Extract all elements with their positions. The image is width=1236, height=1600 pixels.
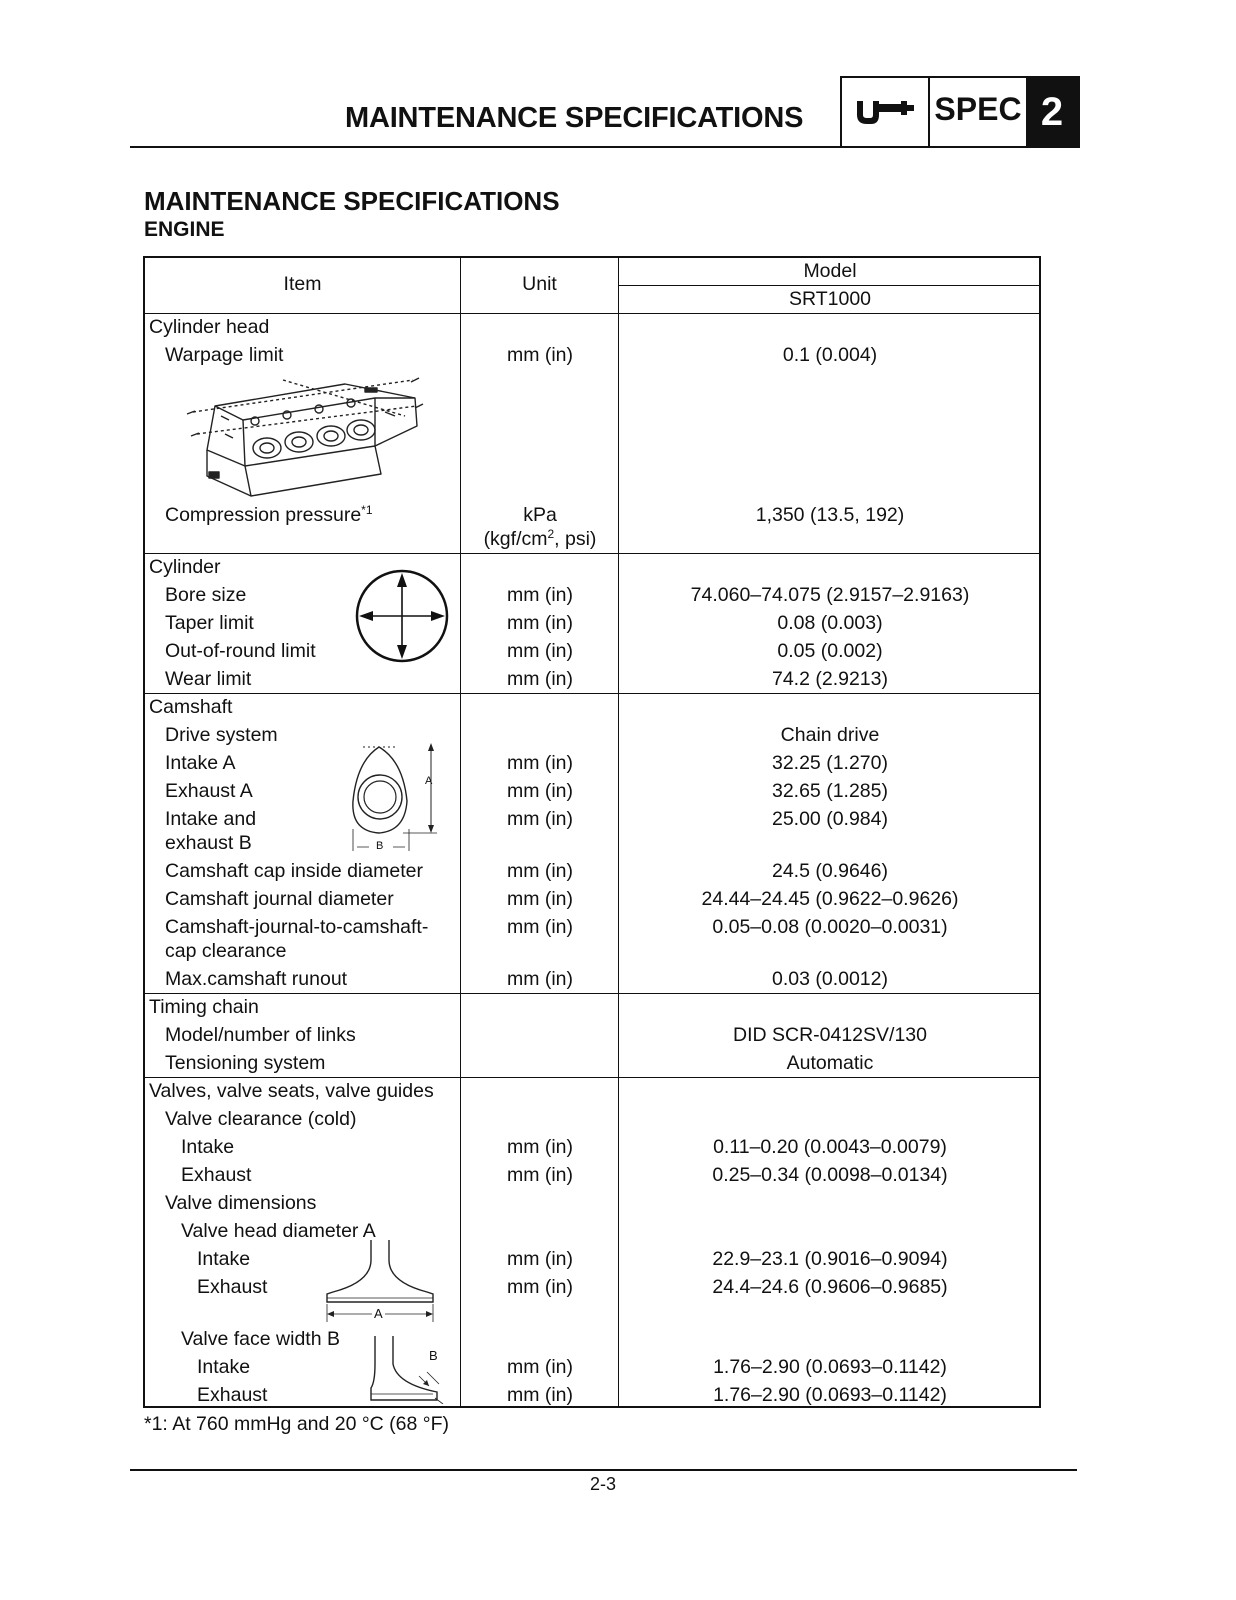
item-bore-size: Bore size <box>165 584 247 606</box>
row-divider <box>145 553 1039 554</box>
chapter-tab <box>840 76 1080 148</box>
item-head-intake: Intake <box>197 1248 251 1270</box>
item-chain-model: Model/number of links <box>165 1024 356 1046</box>
item-face-intake: Intake <box>197 1356 251 1378</box>
unit-bore-size: mm (in) <box>506 584 574 606</box>
column-divider <box>618 258 619 1406</box>
item-journal-clearance: Camshaft-journal-to-camshaft- <box>165 916 429 938</box>
header-rule <box>130 146 840 148</box>
col-header-unit: Unit <box>522 273 557 295</box>
value-camshaft-runout: 0.03 (0.0012) <box>771 968 888 990</box>
section-subtitle: ENGINE <box>144 218 225 241</box>
unit-wear-limit: mm (in) <box>506 668 574 690</box>
unit-out-of-round-limit: mm (in) <box>506 640 574 662</box>
unit-intake-a: mm (in) <box>506 752 574 774</box>
item-valve-clearance: Valve clearance (cold) <box>165 1108 357 1130</box>
value-clearance-exhaust: 0.25–0.34 (0.0098–0.0134) <box>712 1164 948 1186</box>
item-exhaust-a: Exhaust A <box>165 780 253 802</box>
item-compression-pressure: Compression pressure$^{*1}$ <box>165 503 373 526</box>
cam-lobe-figure <box>341 739 445 860</box>
cylinder-bore-figure <box>353 567 451 670</box>
valve-face-width-figure <box>367 1334 451 1409</box>
item-intake-exhaust-b-cont: exhaust B <box>165 832 252 854</box>
header-divider <box>145 313 1039 314</box>
unit-cap-inside-diameter: mm (in) <box>506 860 574 882</box>
row-divider <box>145 993 1039 994</box>
fig-label-b: B <box>429 1348 438 1363</box>
fig-label-a: A <box>425 775 433 787</box>
group-camshaft: Camshaft <box>149 696 233 718</box>
row-divider <box>145 1077 1039 1078</box>
model-name: SRT1000 <box>788 288 872 310</box>
unit-clearance-intake: mm (in) <box>506 1136 574 1158</box>
value-wear-limit: 74.2 (2.9213) <box>771 668 888 690</box>
value-journal-diameter: 24.44–24.45 (0.9622–0.9626) <box>701 888 959 910</box>
value-taper-limit: 0.08 (0.003) <box>777 612 883 634</box>
item-journal-clearance-cont: cap clearance <box>165 940 287 962</box>
unit-intake-exhaust-b: mm (in) <box>506 808 574 830</box>
item-clearance-intake: Intake <box>181 1136 235 1158</box>
spec-table <box>143 256 1041 1408</box>
chapter-number: 2 <box>1026 78 1078 146</box>
unit-compression-kgf-psi: ($kgf/cm^2$, psi) <box>483 527 597 550</box>
item-valve-head-diameter: Valve head diameter A <box>181 1220 376 1242</box>
item-clearance-exhaust: Exhaust <box>181 1164 252 1186</box>
col-header-item: Item <box>283 273 322 295</box>
item-out-of-round-limit: Out-of-round limit <box>165 640 316 662</box>
item-valve-dimensions: Valve dimensions <box>165 1192 317 1214</box>
row-divider <box>145 693 1039 694</box>
footnote: *1: At 760 mmHg and 20 °C (68 °F) <box>144 1413 449 1435</box>
value-clearance-intake: 0.11–0.20 (0.0043–0.0079) <box>713 1136 947 1158</box>
value-bore-size: 74.060–74.075 (2.9157–2.9163) <box>690 584 970 606</box>
value-chain-model: DID SCR-0412SV/130 <box>732 1024 927 1046</box>
group-timing-chain: Timing chain <box>149 996 259 1018</box>
fig-label-b: B <box>376 840 384 852</box>
cylinder-head-warpage-figure <box>185 376 425 511</box>
group-cylinder: Cylinder <box>149 556 221 578</box>
item-intake-exhaust-b: Intake and <box>165 808 257 830</box>
fig-label-a: A <box>374 1306 383 1321</box>
value-tensioning-system: Automatic <box>786 1052 874 1074</box>
item-wear-limit: Wear limit <box>165 668 252 690</box>
value-out-of-round-limit: 0.05 (0.002) <box>777 640 883 662</box>
unit-face-exhaust: mm (in) <box>506 1384 574 1406</box>
col-header-model: Model <box>803 260 857 282</box>
unit-journal-diameter: mm (in) <box>506 888 574 910</box>
value-exhaust-a: 32.65 (1.285) <box>771 780 888 802</box>
value-cap-inside-diameter: 24.5 (0.9646) <box>771 860 888 882</box>
item-face-exhaust: Exhaust <box>197 1384 268 1406</box>
value-intake-a: 32.25 (1.270) <box>771 752 888 774</box>
item-camshaft-runout: Max.camshaft runout <box>165 968 348 990</box>
header-title: MAINTENANCE SPECIFICATIONS <box>345 102 804 134</box>
value-compression-pressure: 1,350 (13.5, 192) <box>755 504 905 526</box>
value-face-exhaust: 1.76–2.90 (0.0693–0.1142) <box>713 1384 947 1406</box>
item-taper-limit: Taper limit <box>165 612 254 634</box>
column-divider <box>460 258 461 1406</box>
value-head-exhaust: 24.4–24.6 (0.9606–0.9685) <box>712 1276 948 1298</box>
group-cylinder-head: Cylinder head <box>149 316 270 338</box>
unit-compression-kpa: kPa <box>523 504 557 526</box>
unit-warpage-limit: mm (in) <box>506 344 574 366</box>
value-warpage-limit: 0.1 (0.004) <box>782 344 878 366</box>
item-tensioning-system: Tensioning system <box>165 1052 326 1074</box>
spec-label: SPEC <box>934 90 1022 127</box>
item-cap-inside-diameter: Camshaft cap inside diameter <box>165 860 423 882</box>
unit-camshaft-runout: mm (in) <box>506 968 574 990</box>
value-head-intake: 22.9–23.1 (0.9016–0.9094) <box>712 1248 948 1270</box>
value-intake-exhaust-b: 25.00 (0.984) <box>771 808 888 830</box>
section-title: MAINTENANCE SPECIFICATIONS <box>144 186 560 216</box>
item-valve-face-width: Valve face width B <box>181 1328 340 1350</box>
unit-taper-limit: mm (in) <box>506 612 574 634</box>
unit-head-intake: mm (in) <box>506 1248 574 1270</box>
unit-exhaust-a: mm (in) <box>506 780 574 802</box>
model-divider <box>619 285 1039 286</box>
item-intake-a: Intake A <box>165 752 236 774</box>
caliper-icon <box>842 78 930 146</box>
unit-journal-clearance: mm (in) <box>506 916 574 938</box>
valve-head-diameter-figure <box>321 1238 439 1329</box>
unit-face-intake: mm (in) <box>506 1356 574 1378</box>
item-head-exhaust: Exhaust <box>197 1276 268 1298</box>
item-drive-system: Drive system <box>165 724 278 746</box>
unit-head-exhaust: mm (in) <box>506 1276 574 1298</box>
footer-rule <box>130 1469 1077 1471</box>
value-drive-system: Chain drive <box>780 724 880 746</box>
value-face-intake: 1.76–2.90 (0.0693–0.1142) <box>713 1356 947 1378</box>
item-warpage-limit: Warpage limit <box>165 344 284 366</box>
unit-clearance-exhaust: mm (in) <box>506 1164 574 1186</box>
item-journal-diameter: Camshaft journal diameter <box>165 888 394 910</box>
page-number: 2-3 <box>589 1474 616 1494</box>
group-valves: Valves, valve seats, valve guides <box>149 1080 434 1102</box>
footnote-marker: *1 <box>361 503 373 517</box>
value-journal-clearance: 0.05–0.08 (0.0020–0.0031) <box>712 916 948 938</box>
